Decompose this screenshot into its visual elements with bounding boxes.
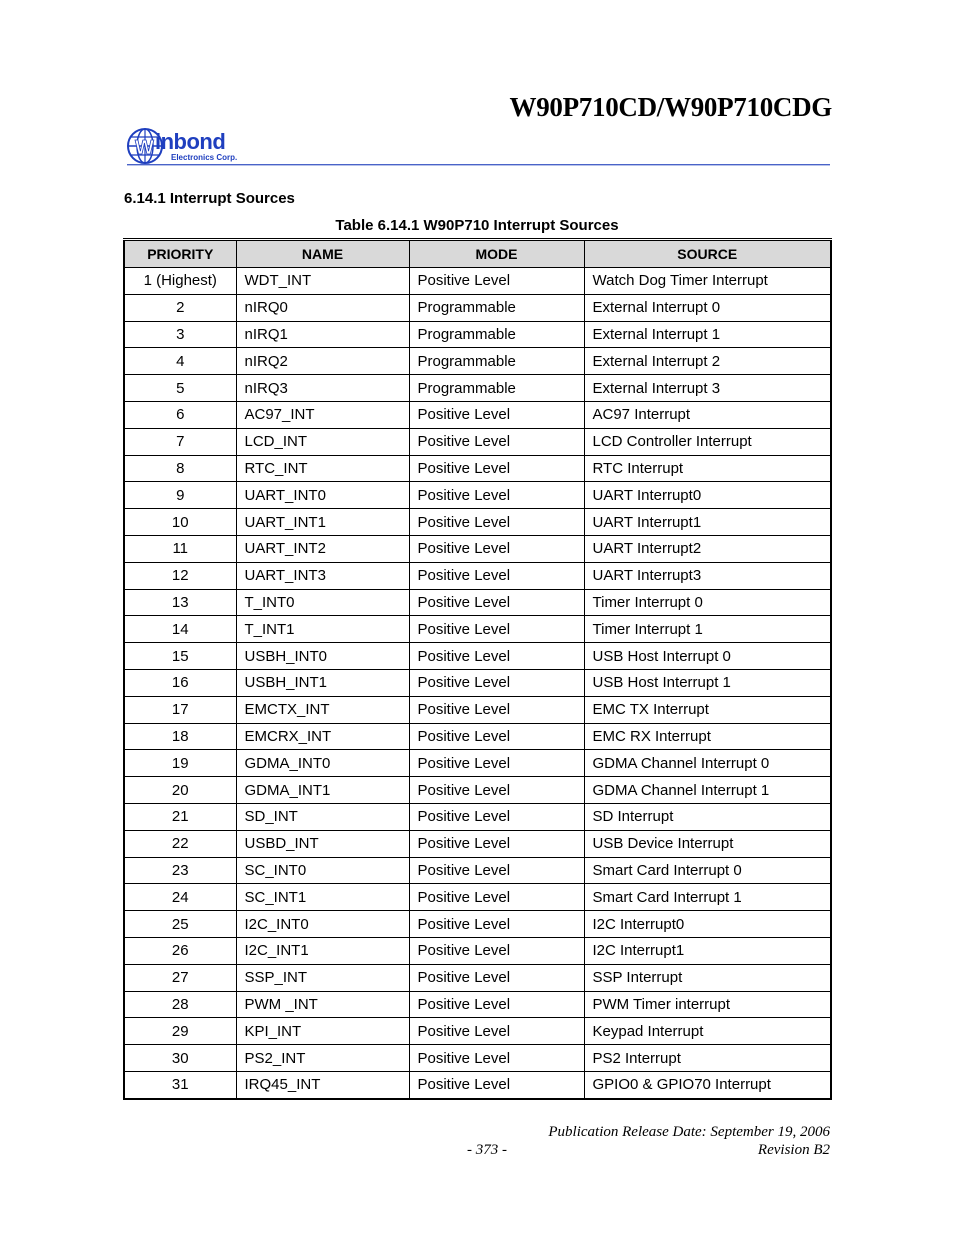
- source-cell: EMC TX Interrupt: [584, 696, 831, 723]
- name-cell: PS2_INT: [236, 1045, 409, 1072]
- priority-cell: 28: [124, 991, 236, 1018]
- mode-cell: Positive Level: [409, 723, 584, 750]
- name-cell: UART_INT1: [236, 509, 409, 536]
- priority-cell: 16: [124, 669, 236, 696]
- table-row: [124, 535, 831, 562]
- mode-cell: Positive Level: [409, 911, 584, 938]
- source-cell: GPIO0 & GPIO70 Interrupt: [584, 1071, 831, 1098]
- priority-cell: 6: [124, 401, 236, 428]
- column-header-name: NAME: [236, 240, 409, 268]
- name-cell: UART_INT3: [236, 562, 409, 589]
- table-row: [124, 991, 831, 1018]
- source-cell: I2C Interrupt1: [584, 937, 831, 964]
- name-cell: nIRQ2: [236, 348, 409, 375]
- source-cell: PS2 Interrupt: [584, 1045, 831, 1072]
- source-cell: Smart Card Interrupt 1: [584, 884, 831, 911]
- priority-cell: 17: [124, 696, 236, 723]
- source-cell: SD Interrupt: [584, 803, 831, 830]
- table-row: [124, 669, 831, 696]
- table-row: [124, 723, 831, 750]
- priority-cell: 11: [124, 535, 236, 562]
- table-row: [124, 750, 831, 777]
- table-header-row: [124, 240, 831, 268]
- name-cell: LCD_INT: [236, 428, 409, 455]
- priority-cell: 24: [124, 884, 236, 911]
- revision: Revision B2: [757, 1142, 830, 1158]
- priority-cell: 12: [124, 562, 236, 589]
- table-row: [124, 562, 831, 589]
- source-cell: AC97 Interrupt: [584, 401, 831, 428]
- source-cell: Watch Dog Timer Interrupt: [584, 268, 831, 295]
- priority-cell: 3: [124, 321, 236, 348]
- source-cell: USB Host Interrupt 0: [584, 643, 831, 670]
- table-row: [124, 777, 831, 804]
- source-cell: External Interrupt 1: [584, 321, 831, 348]
- priority-cell: 15: [124, 643, 236, 670]
- priority-cell: 1 (Highest): [124, 268, 236, 295]
- mode-cell: Positive Level: [409, 750, 584, 777]
- table-row: [124, 321, 831, 348]
- mode-cell: Positive Level: [409, 589, 584, 616]
- priority-cell: 8: [124, 455, 236, 482]
- table-row: [124, 857, 831, 884]
- winbond-logo: [127, 126, 252, 166]
- name-cell: WDT_INT: [236, 268, 409, 295]
- table-row: [124, 1018, 831, 1045]
- source-cell: GDMA Channel Interrupt 0: [584, 750, 831, 777]
- table-row: [124, 616, 831, 643]
- name-cell: I2C_INT1: [236, 937, 409, 964]
- source-cell: UART Interrupt0: [584, 482, 831, 509]
- mode-cell: Positive Level: [409, 509, 584, 536]
- table-row: [124, 401, 831, 428]
- source-cell: SSP Interrupt: [584, 964, 831, 991]
- name-cell: SD_INT: [236, 803, 409, 830]
- priority-cell: 18: [124, 723, 236, 750]
- column-header-priority: PRIORITY: [124, 240, 236, 268]
- mode-cell: Positive Level: [409, 268, 584, 295]
- priority-cell: 20: [124, 777, 236, 804]
- source-cell: LCD Controller Interrupt: [584, 428, 831, 455]
- logo-wordmark: inbond: [155, 129, 226, 154]
- name-cell: GDMA_INT1: [236, 777, 409, 804]
- source-cell: RTC Interrupt: [584, 455, 831, 482]
- name-cell: KPI_INT: [236, 1018, 409, 1045]
- table-row: [124, 294, 831, 321]
- table-row: [124, 830, 831, 857]
- table-row: [124, 1045, 831, 1072]
- priority-cell: 2: [124, 294, 236, 321]
- mode-cell: Positive Level: [409, 401, 584, 428]
- table-row: [124, 482, 831, 509]
- table-row: [124, 696, 831, 723]
- table-row: [124, 268, 831, 295]
- table-row: [124, 643, 831, 670]
- table-row: [124, 455, 831, 482]
- table-row: [124, 911, 831, 938]
- source-cell: Smart Card Interrupt 0: [584, 857, 831, 884]
- mode-cell: Positive Level: [409, 616, 584, 643]
- mode-cell: Positive Level: [409, 803, 584, 830]
- logo-letter: W: [135, 137, 154, 159]
- mode-cell: Positive Level: [409, 830, 584, 857]
- name-cell: GDMA_INT0: [236, 750, 409, 777]
- mode-cell: Positive Level: [409, 428, 584, 455]
- priority-cell: 10: [124, 509, 236, 536]
- name-cell: IRQ45_INT: [236, 1071, 409, 1098]
- source-cell: USB Host Interrupt 1: [584, 669, 831, 696]
- mode-cell: Positive Level: [409, 777, 584, 804]
- logo-subtitle: Electronics Corp.: [171, 153, 238, 162]
- source-cell: I2C Interrupt0: [584, 911, 831, 938]
- source-cell: UART Interrupt1: [584, 509, 831, 536]
- table-row: [124, 375, 831, 402]
- interrupt-sources-table: [123, 238, 832, 1100]
- table-row: [124, 509, 831, 536]
- table-row: [124, 937, 831, 964]
- mode-cell: Programmable: [409, 321, 584, 348]
- source-cell: External Interrupt 0: [584, 294, 831, 321]
- table-row: [124, 884, 831, 911]
- name-cell: T_INT1: [236, 616, 409, 643]
- name-cell: SSP_INT: [236, 964, 409, 991]
- name-cell: USBH_INT1: [236, 669, 409, 696]
- mode-cell: Positive Level: [409, 455, 584, 482]
- mode-cell: Positive Level: [409, 1045, 584, 1072]
- mode-cell: Positive Level: [409, 643, 584, 670]
- mode-cell: Programmable: [409, 348, 584, 375]
- table-row: [124, 428, 831, 455]
- priority-cell: 5: [124, 375, 236, 402]
- table-row: [124, 589, 831, 616]
- name-cell: USBH_INT0: [236, 643, 409, 670]
- priority-cell: 26: [124, 937, 236, 964]
- source-cell: External Interrupt 3: [584, 375, 831, 402]
- table-row: [124, 348, 831, 375]
- priority-cell: 30: [124, 1045, 236, 1072]
- source-cell: UART Interrupt3: [584, 562, 831, 589]
- priority-cell: 19: [124, 750, 236, 777]
- mode-cell: Positive Level: [409, 482, 584, 509]
- name-cell: SC_INT1: [236, 884, 409, 911]
- mode-cell: Programmable: [409, 294, 584, 321]
- publication-date: Publication Release Date: September 19, 2006: [548, 1124, 830, 1140]
- source-cell: USB Device Interrupt: [584, 830, 831, 857]
- name-cell: USBD_INT: [236, 830, 409, 857]
- source-cell: Timer Interrupt 0: [584, 589, 831, 616]
- mode-cell: Positive Level: [409, 1071, 584, 1098]
- priority-cell: 25: [124, 911, 236, 938]
- name-cell: UART_INT0: [236, 482, 409, 509]
- table-body: [124, 268, 831, 1099]
- name-cell: RTC_INT: [236, 455, 409, 482]
- priority-cell: 13: [124, 589, 236, 616]
- name-cell: nIRQ0: [236, 294, 409, 321]
- source-cell: EMC RX Interrupt: [584, 723, 831, 750]
- name-cell: nIRQ1: [236, 321, 409, 348]
- mode-cell: Positive Level: [409, 991, 584, 1018]
- name-cell: AC97_INT: [236, 401, 409, 428]
- name-cell: SC_INT0: [236, 857, 409, 884]
- mode-cell: Positive Level: [409, 937, 584, 964]
- priority-cell: 23: [124, 857, 236, 884]
- priority-cell: 29: [124, 1018, 236, 1045]
- table-row: [124, 1071, 831, 1098]
- priority-cell: 14: [124, 616, 236, 643]
- table-row: [124, 803, 831, 830]
- source-cell: Timer Interrupt 1: [584, 616, 831, 643]
- name-cell: UART_INT2: [236, 535, 409, 562]
- table-row: [124, 964, 831, 991]
- mode-cell: Positive Level: [409, 1018, 584, 1045]
- mode-cell: Positive Level: [409, 562, 584, 589]
- mode-cell: Positive Level: [409, 964, 584, 991]
- mode-cell: Positive Level: [409, 884, 584, 911]
- name-cell: nIRQ3: [236, 375, 409, 402]
- mode-cell: Positive Level: [409, 696, 584, 723]
- source-cell: UART Interrupt2: [584, 535, 831, 562]
- table-caption: Table 6.14.1 W90P710 Interrupt Sources: [335, 217, 619, 234]
- source-cell: Keypad Interrupt: [584, 1018, 831, 1045]
- priority-cell: 22: [124, 830, 236, 857]
- column-header-mode: MODE: [409, 240, 584, 268]
- mode-cell: Positive Level: [409, 669, 584, 696]
- source-cell: PWM Timer interrupt: [584, 991, 831, 1018]
- source-cell: GDMA Channel Interrupt 1: [584, 777, 831, 804]
- name-cell: I2C_INT0: [236, 911, 409, 938]
- priority-cell: 7: [124, 428, 236, 455]
- source-cell: External Interrupt 2: [584, 348, 831, 375]
- priority-cell: 27: [124, 964, 236, 991]
- section-heading: 6.14.1 Interrupt Sources: [124, 190, 295, 207]
- name-cell: EMCRX_INT: [236, 723, 409, 750]
- document-title: W90P710CD/W90P710CDG: [509, 92, 832, 122]
- name-cell: PWM _INT: [236, 991, 409, 1018]
- column-header-source: SOURCE: [584, 240, 831, 268]
- mode-cell: Positive Level: [409, 857, 584, 884]
- priority-cell: 9: [124, 482, 236, 509]
- priority-cell: 31: [124, 1071, 236, 1098]
- mode-cell: Programmable: [409, 375, 584, 402]
- priority-cell: 21: [124, 803, 236, 830]
- header-divider: [127, 164, 830, 165]
- page-number: - 373 -: [467, 1142, 507, 1158]
- mode-cell: Positive Level: [409, 535, 584, 562]
- priority-cell: 4: [124, 348, 236, 375]
- name-cell: T_INT0: [236, 589, 409, 616]
- name-cell: EMCTX_INT: [236, 696, 409, 723]
